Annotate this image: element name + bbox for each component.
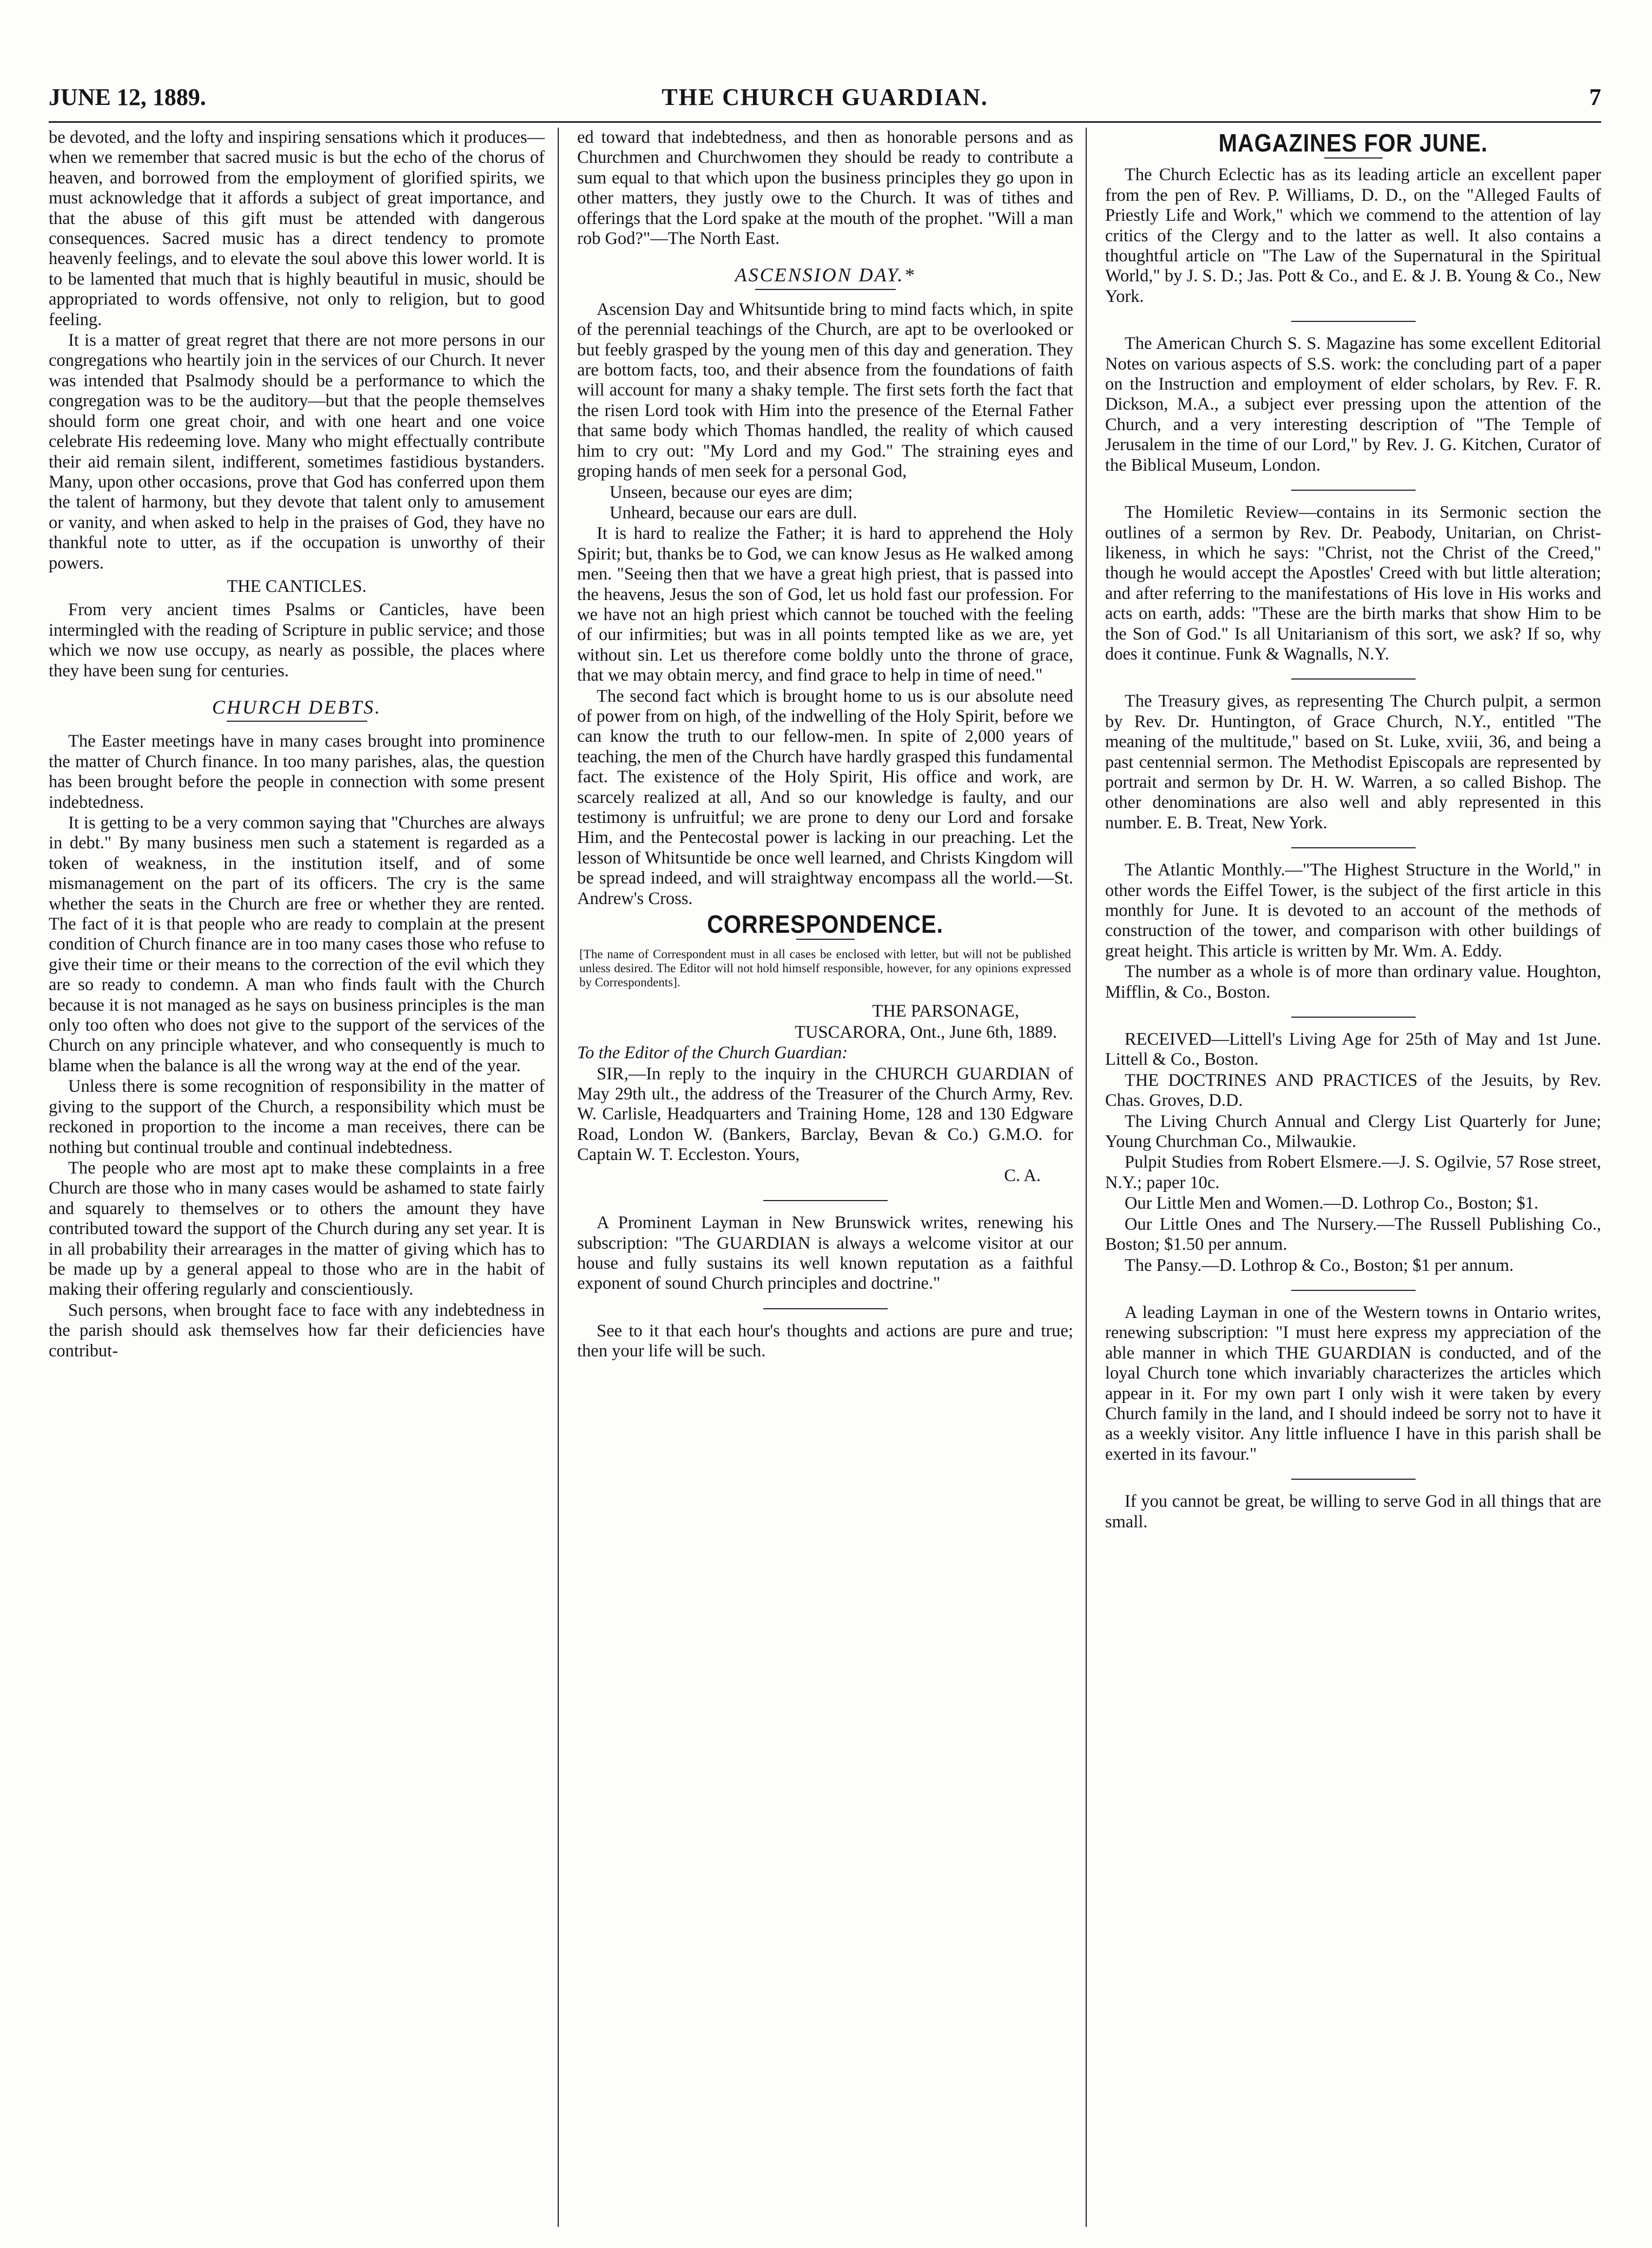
divider — [1291, 678, 1416, 680]
paragraph: A Prominent Layman in New Brunswick writes, renewing his subscription: "The GUARDIAN is always a welcome visitor at our house and fully sustains its well known reputation as a faithful exponent of sound Church principles and doctrine." — [577, 1213, 1073, 1294]
page-header — [49, 81, 1601, 119]
paragraph: Unless there is some recognition of responsibility in the matter of giving to the support of the Church, a responsibility which must be reckoned in proportion to the income a man receives, there can be nothing but continual trouble and continual indebtedness. — [49, 1077, 545, 1157]
section-heading-correspondence: CORRESPONDENCE. — [602, 914, 1048, 940]
paragraph: RECEIVED—Littell's Living Age for 25th of May and 1st June. Littell & Co., Boston. — [1105, 1030, 1601, 1070]
paragraph: be devoted, and the lofty and inspiring sensations which it produces—when we remember that sacred music is but the echo of the chorus of heaven, and borrowed from the employment of glorified spirits, we must acknowledge that it affords a subject of great importance, and that the abuse of this gift must be attended with dangerous consequences. Sacred music has a direct tendency to promote heavenly feelings, and to elevate the soul above this lower world. It is to be lamented that much that is highly beautiful in music, should be appropriated to words offensive, not only to religion, but to good feeling. — [49, 128, 545, 329]
paragraph: The Easter meetings have in many cases brought into prominence the matter of Church finance. In too many parishes, alas, the question has been brought before the people in connection with some present indebtedness. — [49, 731, 545, 812]
paragraph: See to it that each hour's thoughts and actions are pure and true; then your life will be such. — [577, 1321, 1073, 1361]
paragraph: THE DOCTRINES AND PRACTICES of the Jesuits, by Rev. Chas. Groves, D.D. — [1105, 1070, 1601, 1111]
paragraph: Such persons, when brought face to face with any indebtedness in the parish should ask themselves how far their deficiencies have contribut- — [49, 1300, 545, 1361]
paragraph: The American Church S. S. Magazine has some excellent Editorial Notes on various aspects of S.S. work: the concluding part of a paper on the Instruction and employment of elder scholars, by Rev. F. R. Dickson, M.A., a subject ever pressing upon the attention of the Church, and a very interesting description of "The Temple of Jerusalem in the time of our Lord," by Rev. J. G. Kitchen, Curator of the Biblical Museum, London. — [1105, 334, 1601, 475]
paragraph: The Pansy.—D. Lothrop & Co., Boston; $1 per annum. — [1125, 1255, 1514, 1275]
paragraph: It is hard to realize the Father; it is hard to apprehend the Holy Spirit; but, thanks be to God, we can know Jesus as He walked among men. "Seeing then that we have a great high priest, that is passed into the heavens, Jesus the son of God, let us hold fast our profession. For we have not an high priest which cannot be touched with the feeling of our infirmities; but was in all points tempted like as we are, yet without sin. Let us therefore come boldly unto the throne of grace, that we may obtain mercy, and find grace to help in time of need." — [577, 524, 1073, 685]
verse-line: Unheard, because our ears are dull. — [610, 503, 857, 523]
paragraph: Our Little Ones and The Nursery.—The Russell Publishing Co., Boston; $1.50 per annum. — [1105, 1214, 1601, 1255]
letter-address-line: TUSCARORA, Ont., June 6th, 1889. — [795, 1022, 1057, 1042]
paragraph: The Homiletic Review—contains in its Sermonic section the outlines of a sermon by Rev. Dr. Peabody, Unitarian, on Christ-likeness, in which he says: "Christ, not the Christ of the Creed," though he would accept the Apostles' Creed with but little alteration; and after referring to the manifestations of His love in His works and acts on earth, adds: "These are the birth marks that show Him to be the Son of God." Is all Unitarianism of this sort, we ask? If so, why does it continue. Funk & Wagnalls, N.Y. — [1105, 503, 1601, 664]
page-number: 7 — [1589, 84, 1601, 110]
paragraph: The people who are most apt to make these complaints in a free Church are those who in many cases would be ashamed to state fairly and squarely to themselves or to others the amount they have contributed toward the support of the Church during any set year. It is in all probability their arrearages in the matter of giving which has to be made up by a general appeal to those who are in the habit of making their offering regularly and conscientiously. — [49, 1158, 545, 1300]
editorial-note: [The name of Correspondent must in all cases be enclosed with letter, but will not be published unless desired. The Editor will not hold himself responsible, however, for any opinions expressed by Correspondents]. — [579, 947, 1071, 990]
column-divider — [558, 128, 559, 2227]
verse-line: Unseen, because our eyes are dim; — [610, 482, 853, 502]
paragraph: If you cannot be great, be willing to serve God in all things that are small. — [1105, 1492, 1601, 1532]
divider — [1291, 1290, 1416, 1291]
paragraph: The Living Church Annual and Clergy List Quarterly for June; Young Churchman Co., Milwaukie. — [1105, 1111, 1601, 1152]
divider — [1291, 1479, 1416, 1480]
column-divider — [1086, 128, 1087, 2227]
paragraph: Pulpit Studies from Robert Elsmere.—J. S. Ogilvie, 57 Rose street, N.Y.; paper 10c. — [1105, 1152, 1601, 1192]
header-title: THE CHURCH GUARDIAN. — [662, 84, 988, 110]
divider — [1291, 490, 1416, 491]
divider — [1291, 1017, 1416, 1018]
header-date: JUNE 12, 1889. — [49, 84, 206, 110]
paragraph: SIR,—In reply to the inquiry in the CHURCH GUARDIAN of May 29th ult., the address of the Treasurer of the Church Army, Rev. W. Carlisle, Headquarters and Training Home, 128 and 130 Edgware Road, London W. (Bankers, Barclay, Bevan & Co.) G.M.O. for Captain W. T. Eccleston. Yours, — [577, 1064, 1073, 1165]
divider — [1291, 321, 1416, 322]
paragraph: The Atlantic Monthly.—"The Highest Structure in the World," in other words the Eiffel Tower, is the subject of the first article in this monthly for June. It is devoted to an account of the methods of construction of the tower, and comparison with other buildings of great height. This article is written by Mr. Wm. A. Eddy. — [1105, 860, 1601, 961]
paragraph: The number as a whole is of more than ordinary value. Houghton, Mifflin, & Co., Boston. — [1105, 962, 1601, 1002]
divider — [763, 1308, 888, 1309]
column-1 — [49, 128, 545, 2227]
letter-signature: C. A. — [1004, 1165, 1041, 1185]
paragraph: The Church Eclectic has as its leading article an excellent paper from the pen of Rev. P. Williams, D. D., on the "Alleged Faults of Priestly Life and Work," which we commend to the attention of lay critics of the Clergy and to the latter as well. It also contains a thoughtful article on "The Law of the Supernatural in the Spiritual World," by J. S. D.; Jas. Pott & Co., and E. & J. B. Young & Co., New York. — [1105, 165, 1601, 306]
divider — [1291, 847, 1416, 848]
column-3 — [1105, 128, 1601, 2227]
header-rule — [49, 121, 1601, 123]
paragraph: From very ancient times Psalms or Canticles, have been intermingled with the reading of Scripture in public service; and those which we now use occupy, as nearly as possible, the places where they have been sung for centuries. — [49, 600, 545, 681]
paragraph: ed toward that indebtedness, and then as honorable persons and as Churchmen and Churchwomen they should be ready to contribute a sum equal to that which upon the business principles they go upon in other matters, they justly owe to the Church. It was of tithes and offerings that the Lord spake at the mouth of the prophet. "Will a man rob God?"—The North East. — [577, 128, 1073, 249]
paragraph: It is getting to be a very common saying that "Churches are always in debt." By many business men such a statement is regarded as a token of weakness, in the institution itself, and of some mismanagement on the part of its officers. The cry is the same whether the seats in the Church are free or whether they are rented. The fact of it is that people who are ready to complain at the present condition of Church finance are in too many cases those who refuse to give their time or their means to the correction of the evil which they are so ready to condemn. A man who finds fault with the Church because it is not managed as he says on business principles is the man only too often who does not give to the support of the services of the Church on any principle whatever, and who consequently is much to blame when the balance is all the wrong way at the end of the year. — [49, 813, 545, 1076]
paragraph: It is a matter of great regret that there are not more persons in our congregations who heartily join in the services of our Church. It never was intended that Psalmody should be a performance to which the congregation was to be the auditory—but that the people themselves should form one great choir, and with one heart and one voice celebrate His redeeming love. Many who might effectually contribute their aid remain silent, indifferent, sometimes fastidious bystanders. Many, upon other occasions, prove that God has conferred upon them the talent of harmony, but they devote that talent only to amusement or vanity, and when asked to help in the praises of God, they have no thankful note to utter, as if the occupation is unworthy of their powers. — [49, 331, 545, 573]
letter-salutation: To the Editor of the Church Guardian: — [577, 1043, 848, 1063]
letter-address-line: THE PARSONAGE, — [872, 1001, 1019, 1021]
column-2 — [577, 128, 1073, 2227]
paragraph: A leading Layman in one of the Western towns in Ontario writes, renewing subscription: "I must here express my appreciation of the able manner in which THE GUARDIAN is conducted, and of the loyal Church tone which invariably characterizes the articles which appear in it. For my own part I only wish it were taken by every Church family in the land, and I should indeed be sorry not to have it as a weekly visitor. Any little influence I have in this parish shall be exerted in its favour." — [1105, 1302, 1601, 1464]
paragraph: The second fact which is brought home to us is our absolute need of power from on high, of the indwelling of the Holy Spirit, before we can know the truth to our fellow-men. In spite of 2,000 years of teaching, the men of the Church have hardly grasped this fundamental fact. The existence of the Holy Spirit, His office and work, are scarcely realized at all, And so our knowledge is faulty, and our testimony is unfruitful; we are prone to deny our Lord and forsake Him, and the Pentecostal power is lacking in our preaching. Let the lesson of Whitsuntide be once well learned, and Christs Kingdom will be spread indeed, and will straightway encompass all the world.—St. Andrew's Cross. — [577, 686, 1073, 908]
paragraph: Our Little Men and Women.—D. Lothrop Co., Boston; $1. — [1125, 1194, 1538, 1214]
divider — [763, 1200, 888, 1201]
paragraph: Ascension Day and Whitsuntide bring to mind facts which, in spite of the perennial teachings of the Church, are apt to be overlooked or but feebly grasped by the young men of this day and generation. They are bottom facts, too, and their absence from the foundations of faith will account for many a shaky temple. The first sets forth the fact that the risen Lord took with Him into the presence of the Eternal Father that same body which Thomas handled, the reality of which caused him to cry out: "My Lord and my God." The straining eyes and groping hands of men seek for a personal God, — [577, 299, 1073, 482]
section-heading-church-debts: CHURCH DEBTS. — [49, 697, 545, 722]
subheading: THE CANTICLES. — [227, 576, 367, 596]
section-heading-magazines: MAGAZINES FOR JUNE. — [1130, 133, 1576, 159]
paragraph: The Treasury gives, as representing The Church pulpit, a sermon by Rev. Dr. Huntington, of Grace Church, N.Y., entitled "The meaning of the multitude," based on St. Luke, xviii, 36, and being a past centennial sermon. The Methodist Episcopals are represented by portrait and sermon by Dr. H. W. Warren, a so called Bishop. The other denominations are also well and ably represented in this number. E. B. Treat, New York. — [1105, 691, 1601, 833]
section-heading-ascension-day: ASCENSION DAY.* — [577, 265, 1073, 289]
